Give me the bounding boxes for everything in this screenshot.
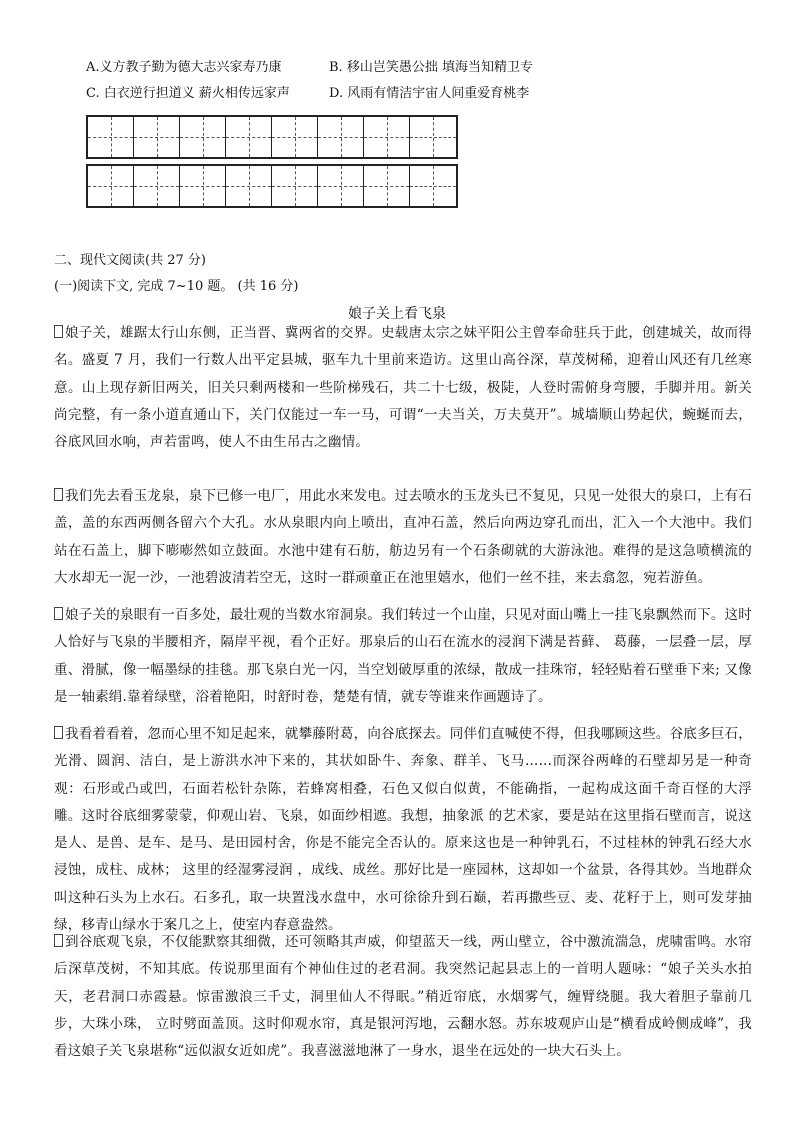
grid-cell[interactable] (226, 166, 272, 206)
grid-cell[interactable] (134, 166, 180, 206)
paragraph-2 (54, 483, 752, 592)
indent-marker-icon (54, 934, 63, 947)
subsection-heading: (一)阅读下文, 完成 7~10 题。 (共 16 分) (54, 279, 299, 294)
grid-cell[interactable] (88, 166, 134, 206)
indent-marker-icon (54, 726, 63, 739)
grid-cell[interactable] (226, 117, 272, 157)
writing-grid-row-1[interactable] (86, 115, 458, 159)
paragraph-text: 娘子关，雄踞太行山东侧，正当晋、冀两省的交界。史载唐太宗之妹平阳公主曾奉命驻兵于此，创建城关，故而得名。盛夏 7 月，我们一行数人出平定县城，驱车九十里前来造访。这里山高谷深，草茂树稀，迎着山风还有几丝寒意。山上现存新旧两关，旧关只剩两楼和一些阶梯残石，共二十七级，极陡，人登时需俯身弯腰，手脚并用。新关尚完整，有一条小道直通山下，关门仅能过一车一马，可谓“一夫当关，万夫莫开”。城墙顺山势起伏，蜿蜒而去，谷底风回水响，声若雷鸣，使人不由生吊古之幽情。 (54, 325, 752, 451)
writing-grid-row-2[interactable] (86, 164, 458, 208)
option-d: D. 风雨有情洁宇宙人间重爱育桃李 (329, 86, 530, 101)
paragraph-3 (54, 602, 752, 711)
grid-cell[interactable] (410, 117, 456, 157)
grid-cell[interactable] (134, 117, 180, 157)
article-title: 娘子关上看飞泉 (348, 306, 446, 322)
option-b: B. 移山岂笑愚公拙 填海当知精卫专 (329, 60, 533, 75)
grid-cell[interactable] (272, 117, 318, 157)
paragraph-text: 到谷底观飞泉，不仅能默察其细微，还可领略其声威，仰望蓝天一线，两山壁立，谷中激流湍急，虎啸雷鸣。水帘后深草茂树，不知其底。传说那里面有个神仙住过的老君洞。我突然记起县志上的一首明人题咏：“娘子关头水拍天，老君洞口赤霞悬。惊雷激浪三千丈，洞里仙人不得眠。”稍近帘底，水烟雾气，缠臂绕腿。我大着胆子靠前几步，大珠小珠， 立时劈面盖顶。这时仰观水帘，真是银河泻地，云翻水怒。苏东坡观庐山是“横看成岭侧成峰”，我看这娘子关飞泉堪称“远似淑女近如虎”。我喜滋滋地淋了一身水，退坐在远处的一块大石头上。 (54, 934, 752, 1060)
grid-cell[interactable] (318, 117, 364, 157)
grid-cell[interactable] (364, 166, 410, 206)
indent-marker-icon (54, 325, 63, 338)
paragraph-text: 我们先去看玉龙泉，泉下已修一电厂，用此水来发电。过去喷水的玉龙头已不复见，只见一处很大的泉口，上有石盖，盖的东西两侧各留六个大孔。水从泉眼内向上喷出，直冲石盖，然后向两边穿孔而出，汇入一个大池中。我们站在石盖上，脚下嘭嘭然如立鼓面。水池中建有石舫，舫边另有一个石条砌就的大游泳池。难得的是这急喷横流的大水却无一泥一沙，一池碧波清若空无，这时一群顽童正在池里嬉水，他们一丝不挂，来去翕忽，宛若游鱼。 (54, 488, 752, 586)
paragraph-4 (54, 721, 752, 939)
grid-cell[interactable] (180, 166, 226, 206)
grid-cell[interactable] (88, 117, 134, 157)
grid-cell[interactable] (364, 117, 410, 157)
paragraph-5 (54, 929, 752, 1065)
grid-cell[interactable] (318, 166, 364, 206)
option-a: A.义方教子勤为德大志兴家寿乃康 (86, 60, 282, 75)
paragraph-text: 我看着看着，忽而心里不知足起来，就攀藤附葛，向谷底探去。同伴们直喊使不得，但我哪顾这些。谷底多巨石，光滑、圆润、洁白，是上游洪水冲下来的，其状如卧牛、奔象、群羊、飞马……而深谷两峰的石壁却另是一种奇观：石形或凸或凹，石面若松针杂陈，若蜂窝相叠，石色又似白似黄，不能确指，一起构成这面千奇百怪的大浮雕。这时谷底细雾蒙蒙，仰观山岩、飞泉，如面纱相遮。我想，抽象派 的艺术家，要是站在这里指石壁而言，说这是人、是兽、是车、是马、是田园村舍，你是不能完全否认的。原来这也是一种钟乳石，不过桂林的钟乳石经大水浸蚀，成柱、成林； 这里的经湿雾浸润 ，成线、成丝。那好比是一座园林，这却如一个盆景，各得其妙。当地群众叫这种石头为上水石。石多孔，取一块置浅水盘中，水可徐徐升到石巅，若再撒些豆、麦、花籽于上，则可发芽抽绿，移青山绿水于案几之上，使室内春意盎然。 (54, 726, 752, 934)
indent-marker-icon (54, 488, 63, 501)
grid-cell[interactable] (272, 166, 318, 206)
paragraph-text: 娘子关的泉眼有一百多处，最壮观的当数水帘洞泉。我们转过一个山崖，只见对面山嘴上一挂飞泉飘然而下。这时人恰好与飞泉的半腰相齐，隔岸平视，看个正好。那泉后的山石在流水的浸润下满是苔藓、 葛藤，一层叠一层，厚重、滑腻，像一幅墨绿的挂毯。那飞泉白光一闪，当空划破厚重的浓绿，散成一挂珠帘，轻轻贴着石壁垂下来; 又像是一轴素绢.靠着绿壁，浴着艳阳，时舒时卷，楚楚有情，就专等谁来作画题诗了。 (54, 607, 752, 705)
grid-cell[interactable] (180, 117, 226, 157)
option-c: C. 白衣逆行担道义 薪火相传远家声 (86, 86, 290, 101)
section-heading: 二、现代文阅读(共 27 分) (54, 253, 206, 268)
indent-marker-icon (54, 607, 63, 620)
grid-cell[interactable] (410, 166, 456, 206)
paragraph-1 (54, 320, 752, 456)
